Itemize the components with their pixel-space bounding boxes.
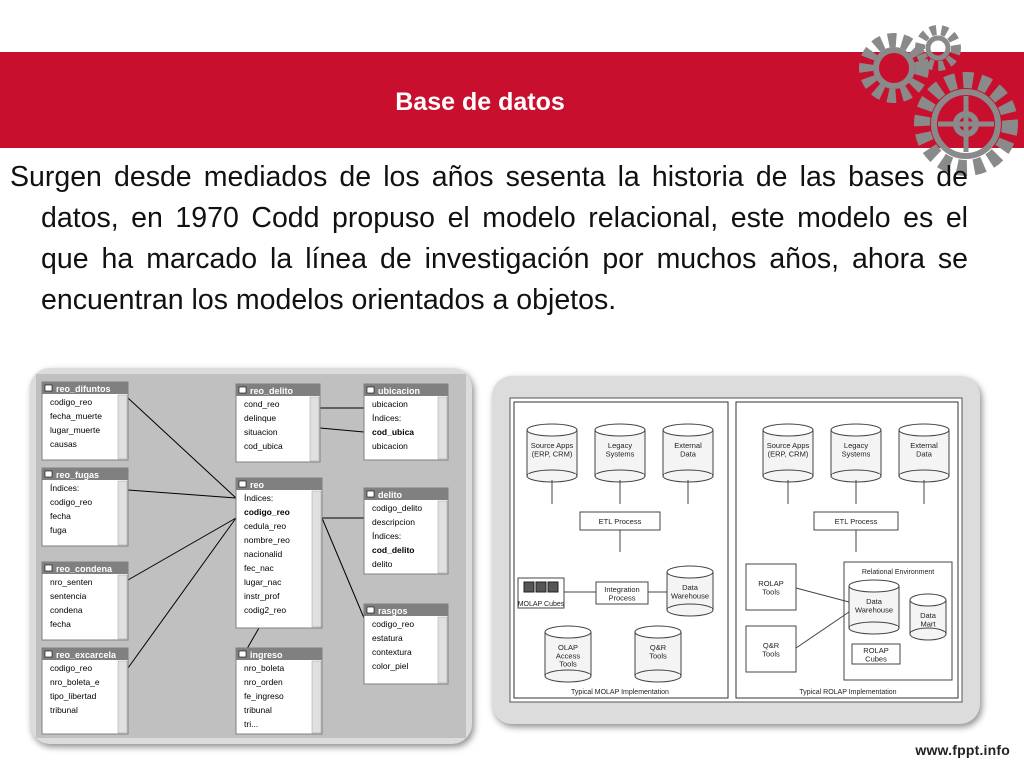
cylinder-top [910,594,946,606]
molap-label: MOLAP Cubes [517,601,565,608]
cylinder-label: Source Apps (ERP, CRM) [766,441,810,459]
table-field: nro_senten [50,577,93,587]
table-field: delito [372,559,393,569]
table-field: cod_ubica [244,441,283,451]
cylinder-cover [832,474,880,476]
table-field: codig2_reo [244,605,287,615]
body-text: Surgen desde mediados de los años sesenta la historia de las bases de datos, en 1970 Codd propuso el modelo relacional, este modelo es el que ha marcado la línea de investigación por muchos años, ahora se encuentran los modelos orientados a objetos. [10,161,968,316]
table-name: reo_condena [56,564,113,574]
table-field: cedula_reo [244,521,287,531]
cylinder-cover [596,474,644,476]
box-label: ROLAP Cubes [863,646,889,664]
source-cylinder [663,424,713,482]
table-scrollbar [118,395,127,459]
table-field: cod_ubica [372,427,415,437]
table-icon [367,491,374,497]
table-field: nombre_reo [244,535,290,545]
db-table [364,384,448,460]
cylinder-label: External Data [910,441,938,459]
etl-process-box [580,512,660,530]
db-table [42,648,128,734]
table-icon [239,387,246,393]
integration-process-box [596,582,648,604]
footer-url: www.fppt.info [915,742,1010,758]
body-paragraph [10,157,968,321]
cylinder-label: Legacy Systems [841,441,871,459]
cylinder-cover [664,474,712,476]
table-icon [367,607,374,613]
table-field: color_piel [372,661,409,671]
table-field: nro_orden [244,677,283,687]
table-field: contextura [372,647,412,657]
source-cylinder [527,424,577,482]
table-field: ubicacion [372,441,408,451]
table-field: Índices: [244,493,274,503]
table-field: codigo_reo [50,397,93,407]
table-field: causas [50,439,77,449]
cylinder-label: Source Apps (ERP, CRM) [530,441,574,459]
table-field: fec_nac [244,563,274,573]
cylinder-label: OLAP Access Tools [555,643,581,669]
db-table [236,478,322,628]
cylinder-cover [764,474,812,476]
table-scrollbar [312,661,321,733]
table-icon [45,385,52,391]
table-field: Índices: [50,483,80,493]
table-name: reo [250,480,265,490]
table-icon [45,651,52,657]
cylinder-top [849,580,899,592]
molap-caption: Typical MOLAP Implementation [571,689,669,696]
table-icon [239,481,246,487]
db-table [236,648,322,734]
cylinder-label: Data Warehouse [854,597,894,615]
table-field: estatura [372,633,403,643]
table-field: tri... [244,719,259,729]
table-field: Índices: [372,413,402,423]
table-field: codigo_reo [50,497,93,507]
table-field: codigo_reo [244,507,290,517]
table-field: nacionalid [244,549,283,559]
table-field: descripcion [372,517,415,527]
table-field: tribunal [50,705,78,715]
table-name: reo_excarcela [56,650,117,660]
db-table [42,382,128,460]
table-scrollbar [438,617,447,683]
table-field: ubicacion [372,399,408,409]
cylinder-cover [850,626,898,628]
warehouse-cylinder [849,580,899,634]
source-cylinder [595,424,645,482]
table-field: tipo_libertad [50,691,97,701]
cylinder-top [899,424,949,436]
cylinder-cover [528,474,576,476]
cylinder-label: Data Warehouse [670,583,710,601]
table-name: ubicacion [378,386,421,396]
table-field: fecha [50,511,71,521]
table-name: ingreso [250,650,283,660]
box-label: ROLAP Tools [758,579,784,597]
cylinder-cover [900,474,948,476]
table-scrollbar [438,501,447,573]
olap-diagram [492,376,980,724]
table-field: fe_ingreso [244,691,284,701]
table-field: tribunal [244,705,272,715]
cylinder-top [527,424,577,436]
cylinder-label: Legacy Systems [605,441,635,459]
olap-tools-cylinder [545,626,591,682]
table-scrollbar [118,575,127,639]
table-header [364,488,448,500]
db-table [364,488,448,574]
table-field: cond_reo [244,399,280,409]
source-cylinder [899,424,949,482]
table-scrollbar [118,661,127,733]
table-field: codigo_reo [50,663,93,673]
table-scrollbar [118,481,127,545]
box-label: ETL Process [598,517,642,526]
table-scrollbar [438,397,447,459]
cylinder-label: Data Mart [920,611,936,629]
table-field: situacion [244,427,278,437]
table-field: fecha [50,619,71,629]
table-icon [367,387,374,393]
table-field: lugar_muerte [50,425,101,435]
box-label: ETL Process [834,517,878,526]
table-name: reo_difuntos [56,384,111,394]
table-field: delinque [244,413,277,423]
data-mart-cylinder [910,594,946,640]
table-field: Índices: [372,531,402,541]
table-field: lugar_nac [244,577,282,587]
cylinder-cover [911,632,945,634]
table-icon [239,651,246,657]
table-name: rasgos [378,606,408,616]
database-relationships-image [30,368,472,744]
cylinder-cover [636,674,680,676]
box-label: Q&R Tools [762,641,780,659]
table-field: condena [50,605,83,615]
slide-title: Base de datos [395,88,565,116]
cylinder-label: Q&R Tools [649,643,667,661]
table-field: cod_delito [372,545,415,555]
olap-architecture-image [492,376,980,724]
source-cylinder [763,424,813,482]
rolap-caption: Typical ROLAP Implementation [799,689,897,696]
source-cylinder [831,424,881,482]
cube-icon [524,582,534,592]
db-table [42,562,128,640]
db-table [42,468,128,546]
table-scrollbar [312,491,321,627]
table-name: reo_fugas [56,470,100,480]
cylinder-top [635,626,681,638]
table-field: nro_boleta_e [50,677,100,687]
db-table [364,604,448,684]
table-scrollbar [310,397,319,461]
table-header [236,478,322,490]
cylinder-top [667,566,713,578]
relational-env-label: Relational Environment [861,569,935,576]
cylinder-top [545,626,591,638]
db-diagram [30,368,472,744]
cylinder-top [763,424,813,436]
rolap-tools-box [746,564,796,610]
cube-icon [548,582,558,592]
box-label: Integration Process [604,585,640,603]
table-field: codigo_reo [372,619,415,629]
cylinder-top [663,424,713,436]
table-icon [45,565,52,571]
table-icon [45,471,52,477]
table-field: fecha_muerte [50,411,102,421]
table-field: nro_boleta [244,663,285,673]
table-field: instr_prof [244,591,280,601]
cylinder-top [831,424,881,436]
db-table [236,384,320,462]
qr-tools-box [746,626,796,672]
table-field: codigo_delito [372,503,423,513]
etl-process-box [814,512,898,530]
cylinder-cover [546,674,590,676]
warehouse-cylinder [667,566,713,616]
cylinder-label: External Data [674,441,702,459]
table-field: fuga [50,525,67,535]
cylinder-top [595,424,645,436]
table-name: reo_delito [250,386,294,396]
qr-tools-cylinder [635,626,681,682]
cube-icon [536,582,546,592]
table-field: sentencia [50,591,87,601]
cylinder-cover [668,608,712,610]
table-name: delito [378,490,402,500]
rolap-cubes-box [852,644,900,664]
